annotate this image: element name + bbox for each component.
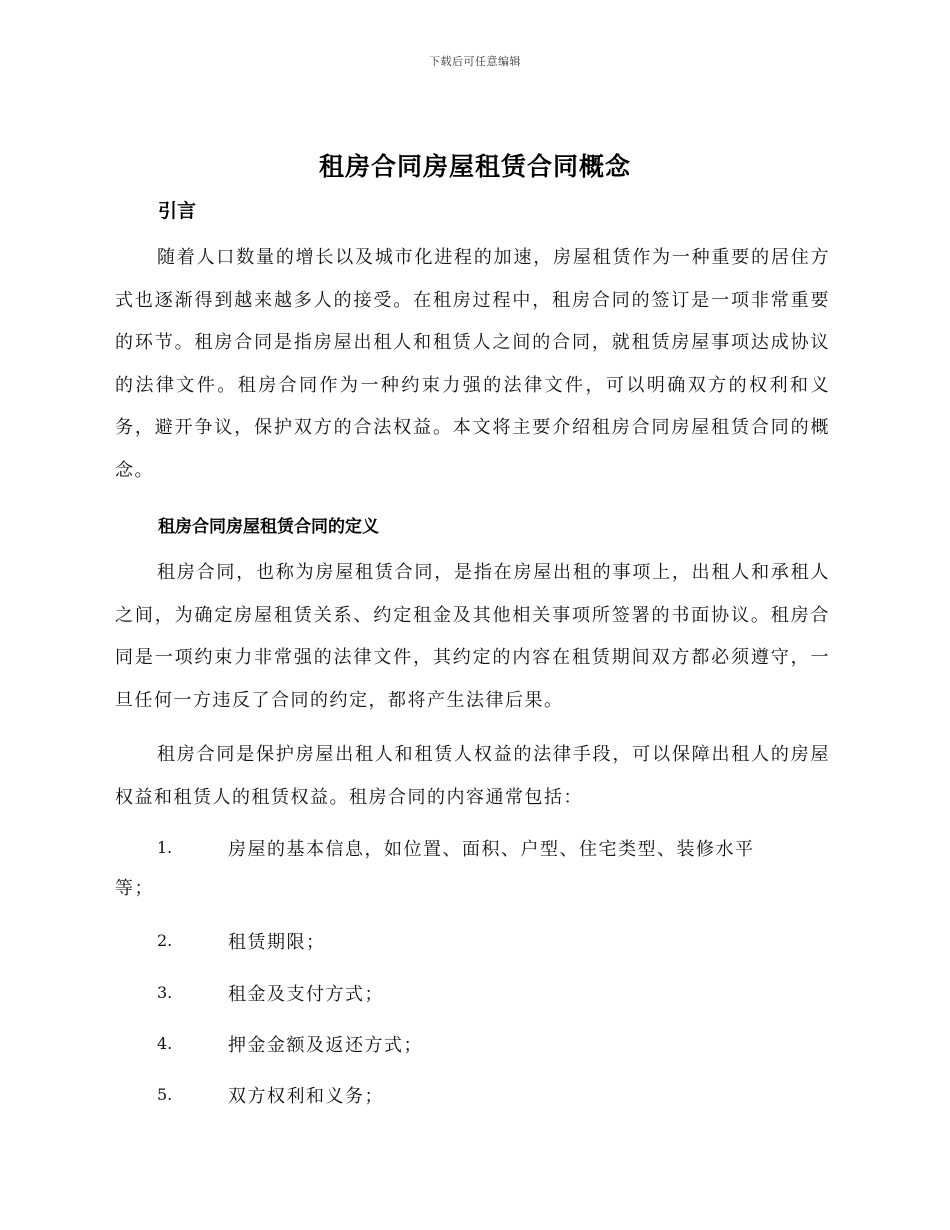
list-item-number: 2. (157, 931, 173, 950)
definition-heading: 租房合同房屋租赁合同的定义 (158, 517, 379, 537)
list-item-number: 5. (157, 1085, 173, 1104)
list-item-number: 4. (157, 1034, 173, 1053)
definition-paragraph-2: 租房合同是保护房屋出租人和租赁人权益的法律手段，可以保障出租人的房屋权益和租赁人的租赁权益。租房合同的内容通常包括： (115, 744, 830, 808)
header-note: 下载后可任意编辑 (429, 55, 521, 68)
intro-paragraph: 随着人口数量的增长以及城市化进程的加速，房屋租赁作为一种重要的居住方式也逐渐得到越来越多人的接受。在租房过程中，租房合同的签订是一项非常重要的环节。租房合同是指房屋出租人和租赁人之间的合同，就租赁房屋事项达成协议的法律文件。租房合同作为一种约束力强的法律文件，可以明确双方的权利和义务，避开争议，保护双方的合法权益。本文将主要介绍租房合同房屋租赁合同的概念。 (115, 247, 830, 481)
list-item-number: 1. (157, 838, 173, 857)
list-item-text: 押金金额及返还方式； (228, 1035, 423, 1056)
list-item-text: 租金及支付方式； (228, 984, 384, 1005)
page-title: 租房合同房屋租赁合同概念 (318, 152, 631, 181)
list-item (115, 931, 830, 965)
list-item-text: 房屋的基本信息，如位置、面积、户型、住宅类型、装修水平 (228, 839, 755, 860)
definition-paragraph-1: 租房合同，也称为房屋租赁合同，是指在房屋出租的事项上，出租人和承租人之间，为确定房屋租赁关系、约定租金及其他相关事项所签署的书面协议。租房合同是一项约束力非常强的法律文件，其约定的内容在租赁期间双方都必须遵守，一旦任何一方违反了合同的约定，都将产生法律后果。 (115, 562, 830, 711)
list-item-number: 3. (157, 983, 173, 1002)
list-item-text: 双方权利和义务； (228, 1086, 384, 1107)
list-item-text: 租赁期限； (228, 932, 326, 953)
list-item (115, 1085, 830, 1119)
intro-heading: 引言 (158, 200, 197, 222)
list-item (115, 1034, 830, 1068)
list-item-continuation: 等； (115, 877, 154, 899)
list-item (115, 983, 830, 1017)
list-item (115, 838, 830, 904)
